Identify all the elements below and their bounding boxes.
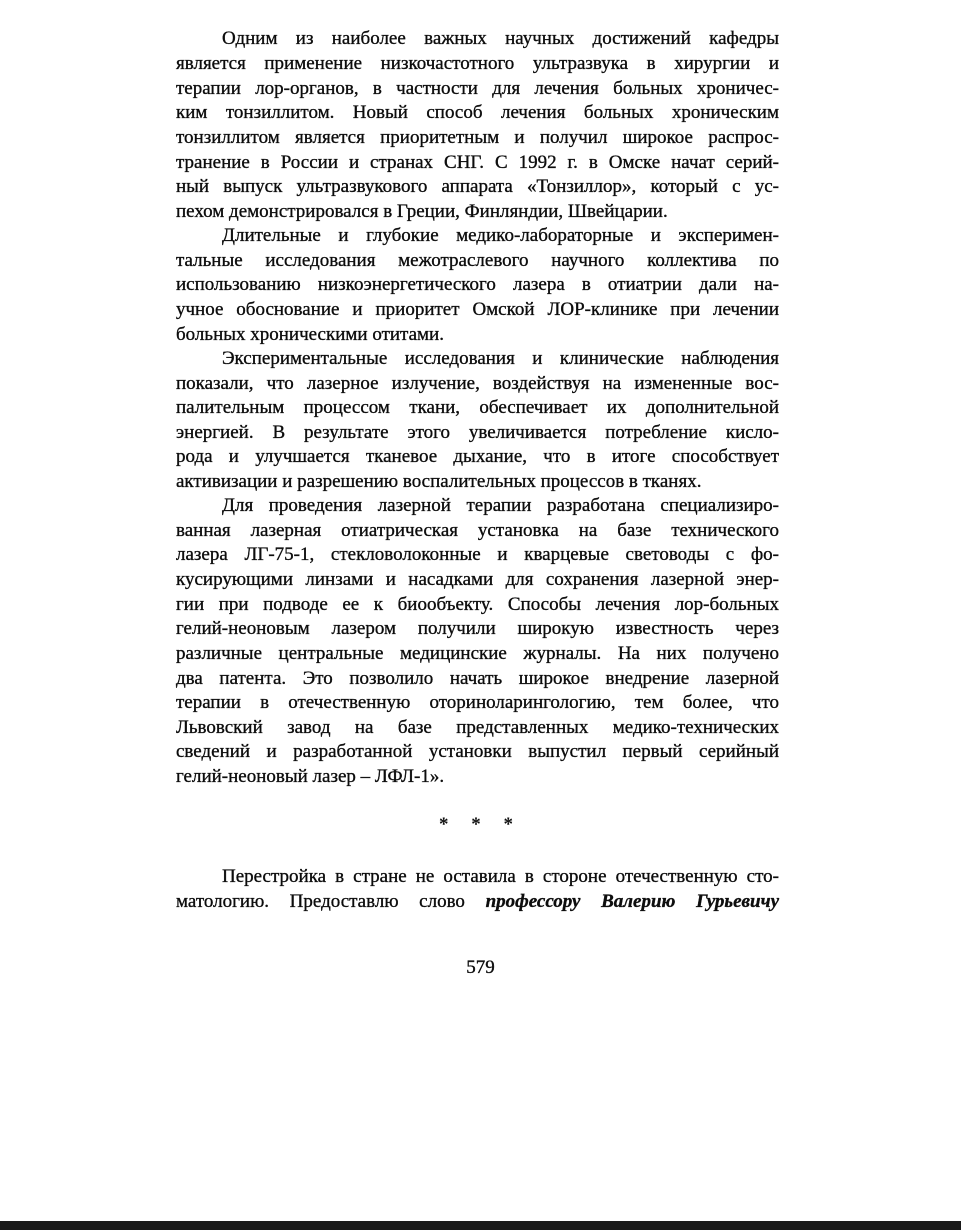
text-line: ванная лазерная отиатрическая установка на базе технического xyxy=(176,520,779,541)
emphasized-name: профессору Валерию Гурьевичу xyxy=(485,891,779,912)
text-line: палительным процессом ткани, обеспечивает их дополнительной xyxy=(176,397,779,418)
text-line: учное обоснование и приоритет Омской ЛОР-клинике при лечении xyxy=(176,299,779,320)
text-line: гии при подводе ее к биообъекту. Способы лечения лор-больных xyxy=(176,594,779,615)
text-line: тонзиллитом является приоритетным и получил широкое распрос- xyxy=(176,127,779,148)
text-line: гелий-неоновым лазером получили широкую известность через xyxy=(176,618,779,639)
text-line: лазера ЛГ-75-1, стекловолоконные и кварцевые световоды с фо- xyxy=(176,544,779,565)
text-line xyxy=(176,889,779,914)
text-line: является применение низкочастотного ультразвука в хирургии и xyxy=(176,53,779,74)
text-line: два патента. Это позволило начать широкое внедрение лазерной xyxy=(176,668,779,689)
text-line: Одним из наиболее важных научных достижений кафедры xyxy=(222,28,779,49)
section-separator: * * * xyxy=(439,814,522,835)
text-run: матологию. Предоставлю слово xyxy=(176,891,486,912)
text-line: использованию низкоэнергетического лазера в отиатрии дали на- xyxy=(176,274,779,295)
text-line: гелий-неоновый лазер – ЛФЛ-1». xyxy=(176,766,445,787)
text-line: рода и улучшается тканевое дыхание, что в итоге способствует xyxy=(176,446,779,467)
text-line: показали, что лазерное излучение, воздействуя на измененные вос- xyxy=(176,373,779,394)
text-line: активизации и разрешению воспалительных процессов в тканях. xyxy=(176,471,702,492)
text-line: пехом демонстрировался в Греции, Финляндии, Швейцарии. xyxy=(176,201,668,222)
text-line: Экспериментальные исследования и клинические наблюдения xyxy=(222,348,779,369)
text-line: терапии в отечественную оториноларингологию, тем более, что xyxy=(176,692,779,713)
text-line: энергией. В результате этого увеличивается потребление кисло- xyxy=(176,422,779,443)
page-number: 579 xyxy=(466,957,495,978)
text-line: ный выпуск ультразвукового аппарата «Тонзиллор», который с ус- xyxy=(176,176,779,197)
text-line: различные центральные медицинские журналы. На них получено xyxy=(176,643,779,664)
text-line: кусирующими линзами и насадками для сохранения лазерной энер- xyxy=(176,569,779,590)
text-line: транение в России и странах СНГ. С 1992 г. в Омске начат серий- xyxy=(176,152,779,173)
text-line: сведений и разработанной установки выпустил первый серийный xyxy=(176,741,779,762)
text-line: Львовский завод на базе представленных медико-технических xyxy=(176,717,779,738)
text-line: Длительные и глубокие медико-лабораторные и эксперимен- xyxy=(222,225,779,246)
text-line: ким тонзиллитом. Новый способ лечения больных хроническим xyxy=(176,102,779,123)
text-line: тальные исследования межотраслевого научного коллектива по xyxy=(176,250,779,271)
text-line: Для проведения лазерной терапии разработана специализиро- xyxy=(222,495,779,516)
scan-edge-divider xyxy=(0,1221,961,1230)
text-line: терапии лор-органов, в частности для лечения больных хроничес- xyxy=(176,78,779,99)
text-line: больных хроническими отитами. xyxy=(176,324,444,345)
text-line: Перестройка в стране не оставила в стороне отечественную сто- xyxy=(222,866,779,887)
